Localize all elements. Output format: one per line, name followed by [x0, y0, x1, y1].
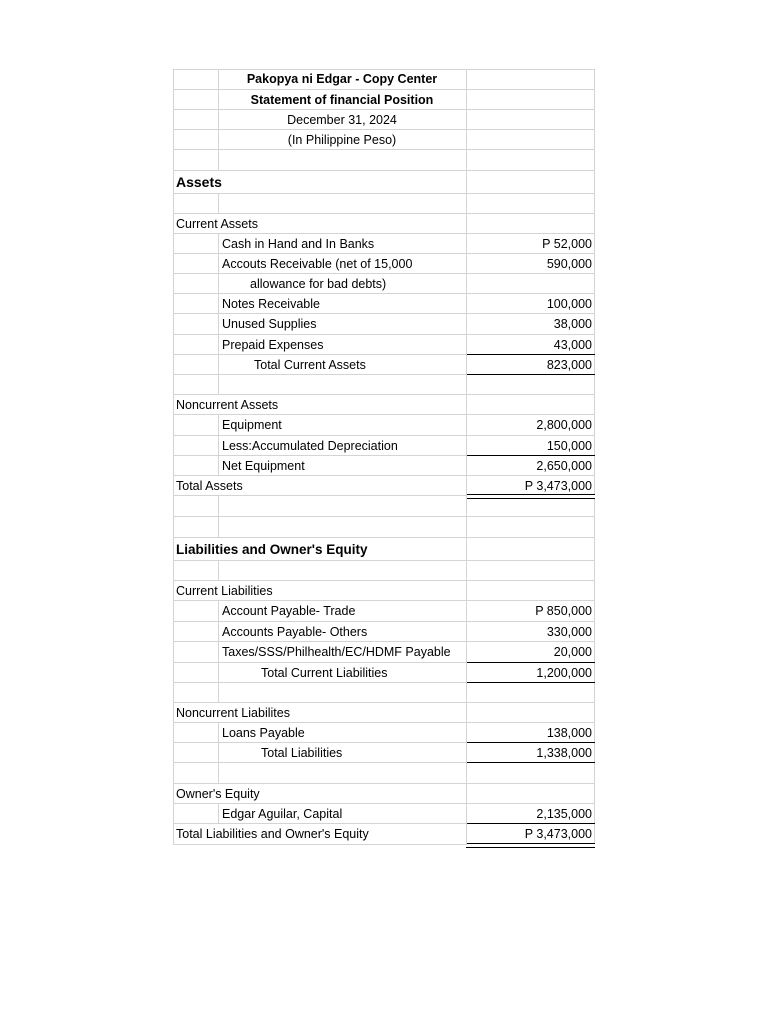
subtotal-amount: 1,200,000 — [536, 665, 592, 680]
line-item-amount: 20,000 — [553, 645, 592, 659]
empty-row — [173, 561, 595, 581]
company-name: Pakopya ni Edgar - Copy Center — [246, 72, 438, 86]
line-item-amount: P 850,000 — [535, 604, 592, 618]
noncurrent-liabilities-label: Noncurrent Liabilites — [176, 705, 290, 720]
line-item-label: Accounts Payable- Others — [222, 624, 368, 639]
table-row — [173, 355, 595, 375]
table-row — [173, 601, 595, 622]
subtotal-label: Total Current Assets — [254, 357, 366, 372]
empty-row — [173, 683, 595, 703]
noncurrent-assets-label: Noncurrent Assets — [176, 397, 279, 412]
table-row — [173, 254, 595, 274]
assets-heading-row — [173, 171, 595, 194]
currency-note: (In Philippine Peso) — [287, 132, 397, 147]
header-row-company — [173, 69, 595, 90]
noncurrent-liabilities-label-row — [173, 703, 595, 723]
owners-equity-label-row — [173, 784, 595, 804]
line-item-label: Unused Supplies — [222, 317, 317, 331]
total-liabilities-equity-row — [173, 824, 595, 845]
table-row — [173, 743, 595, 763]
total-assets-label: Total Assets — [176, 478, 243, 493]
statement-date: December 31, 2024 — [287, 112, 397, 127]
line-item-amount: 138,000 — [546, 725, 592, 740]
table-row — [173, 456, 595, 476]
table-row — [173, 274, 595, 294]
line-item-amount: 2,650,000 — [536, 458, 592, 473]
current-liabilities-label-row — [173, 581, 595, 601]
empty-row — [173, 763, 595, 784]
table-row — [173, 642, 595, 663]
header-row-currency — [173, 130, 595, 150]
header-row-date — [173, 110, 595, 130]
subtotal-amount: 823,000 — [546, 357, 592, 372]
subtotal-label: Total Current Liabilities — [261, 665, 388, 680]
line-item-amount: 38,000 — [553, 317, 592, 331]
table-row — [173, 663, 595, 683]
current-liabilities-label: Current Liabilities — [176, 583, 273, 598]
financial-statement-sheet — [173, 69, 595, 845]
total-liabilities-equity-amount: P 3,473,000 — [524, 827, 592, 841]
empty-row — [173, 517, 595, 538]
table-row — [173, 314, 595, 335]
current-assets-label: Current Assets — [176, 216, 258, 231]
line-item-amount: P 52,000 — [542, 236, 592, 251]
table-row — [173, 723, 595, 743]
line-item-amount: 150,000 — [546, 438, 592, 453]
line-item-label: Notes Receivable — [222, 296, 320, 311]
table-row — [173, 622, 595, 642]
empty-row — [173, 194, 595, 214]
empty-row — [173, 150, 595, 171]
line-item-amount: 2,800,000 — [536, 418, 592, 432]
line-item-amount: 2,135,000 — [536, 806, 592, 821]
line-item-label: Cash in Hand and In Banks — [222, 236, 375, 251]
line-item-amount: 100,000 — [546, 296, 592, 311]
empty-row — [173, 375, 595, 395]
line-item-label: Account Payable- Trade — [222, 604, 356, 618]
double-underline — [466, 843, 595, 848]
line-item-label: Equipment — [222, 418, 282, 432]
table-row — [173, 415, 595, 436]
table-row — [173, 436, 595, 456]
table-row — [173, 335, 595, 355]
table-row — [173, 234, 595, 254]
line-item-label: Prepaid Expenses — [222, 337, 324, 352]
total-assets-row — [173, 476, 595, 496]
assets-heading: Assets — [176, 174, 222, 190]
table-row — [173, 294, 595, 314]
empty-row — [173, 496, 595, 517]
line-item-label: Loans Payable — [222, 725, 305, 740]
liabilities-heading-row — [173, 538, 595, 561]
noncurrent-assets-label-row — [173, 395, 595, 415]
owners-equity-label: Owner's Equity — [176, 786, 260, 801]
line-item-label: Net Equipment — [222, 458, 305, 473]
line-item-amount: 330,000 — [546, 624, 592, 639]
statement-title: Statement of financial Position — [250, 92, 434, 107]
liabilities-equity-heading: Liabilities and Owner's Equity — [176, 541, 368, 557]
line-item-label-continued: allowance for bad debts) — [250, 276, 387, 291]
total-liabilities-equity-label: Total Liabilities and Owner's Equity — [176, 827, 369, 841]
line-item-label: Taxes/SSS/Philhealth/EC/HDMF Payable — [222, 645, 451, 659]
line-item-label: Accouts Receivable (net of 15,000 — [222, 256, 413, 271]
subtotal-amount: 1,338,000 — [536, 745, 592, 760]
line-item-label: Edgar Aguilar, Capital — [222, 806, 343, 821]
header-row-statement — [173, 90, 595, 110]
line-item-label: Less:Accumulated Depreciation — [222, 438, 398, 453]
subtotal-label: Total Liabilities — [261, 745, 343, 760]
current-assets-label-row — [173, 214, 595, 234]
total-assets-amount: P 3,473,000 — [524, 478, 592, 493]
line-item-amount: 590,000 — [546, 256, 592, 271]
line-item-amount: 43,000 — [553, 337, 592, 352]
table-row — [173, 804, 595, 824]
